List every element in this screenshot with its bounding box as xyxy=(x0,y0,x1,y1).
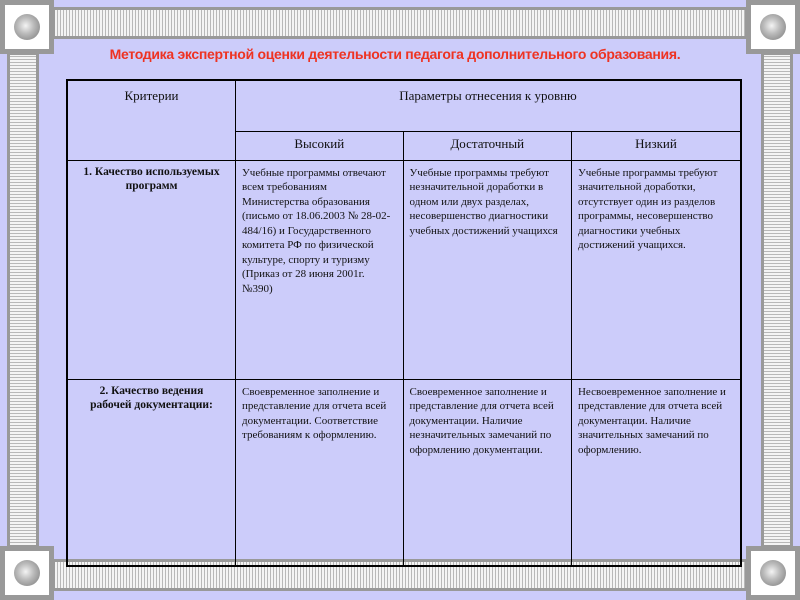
frame-right-bar xyxy=(761,52,793,548)
sphere-icon xyxy=(14,14,40,40)
criterion-cell: 1. Качество используемых программ xyxy=(67,160,236,379)
level-high-cell: Своевременное заполнение и представление для отчета всей документации. Соответствие требованиям к оформлению. xyxy=(236,379,404,566)
criterion-cell: 2. Качество ведения рабочей документации: xyxy=(67,379,236,566)
table-row xyxy=(67,160,741,379)
corner-ornament-bottom-right xyxy=(746,546,800,600)
header-level-low: Низкий xyxy=(571,131,741,160)
frame-top-bar xyxy=(52,7,748,39)
sphere-icon xyxy=(14,560,40,586)
table-row xyxy=(67,379,741,566)
header-criteria: Критерии xyxy=(67,80,236,160)
sphere-icon xyxy=(760,14,786,40)
header-parameters: Параметры отнесения к уровню xyxy=(236,80,741,131)
level-sufficient-cell: Своевременное заполнение и представление для отчета всей документации. Наличие незначительных замечаний по оформлению документации. xyxy=(403,379,571,566)
criteria-table xyxy=(66,79,742,567)
level-high-cell: Учебные программы отвечают всем требованиям Министерства образования (письмо от 18.06.2003 № 28-02-484/16) и Государственного комитета РФ по физической культуре, спорту и туризму (Приказ от 28 июня 2001г. №390) xyxy=(236,160,404,379)
corner-ornament-bottom-left xyxy=(0,546,54,600)
header-level-sufficient: Достаточный xyxy=(403,131,571,160)
level-sufficient-cell: Учебные программы требуют незначительной доработки в одном или двух разделах, несовершенство диагностики учебных достижений учащихся xyxy=(403,160,571,379)
frame-left-bar xyxy=(7,52,39,548)
sphere-icon xyxy=(760,560,786,586)
header-level-high: Высокий xyxy=(236,131,404,160)
level-low-cell: Несвоевременное заполнение и представление для отчета всей документации. Наличие значительных замечаний по оформлению. xyxy=(571,379,741,566)
slide-title: Методика экспертной оценки деятельности педагога дополнительного образования. xyxy=(109,46,681,62)
level-low-cell: Учебные программы требуют значительной доработки, отсутствует один из разделов программы, несовершенство диагностики учебных достижений учащихся. xyxy=(571,160,741,379)
